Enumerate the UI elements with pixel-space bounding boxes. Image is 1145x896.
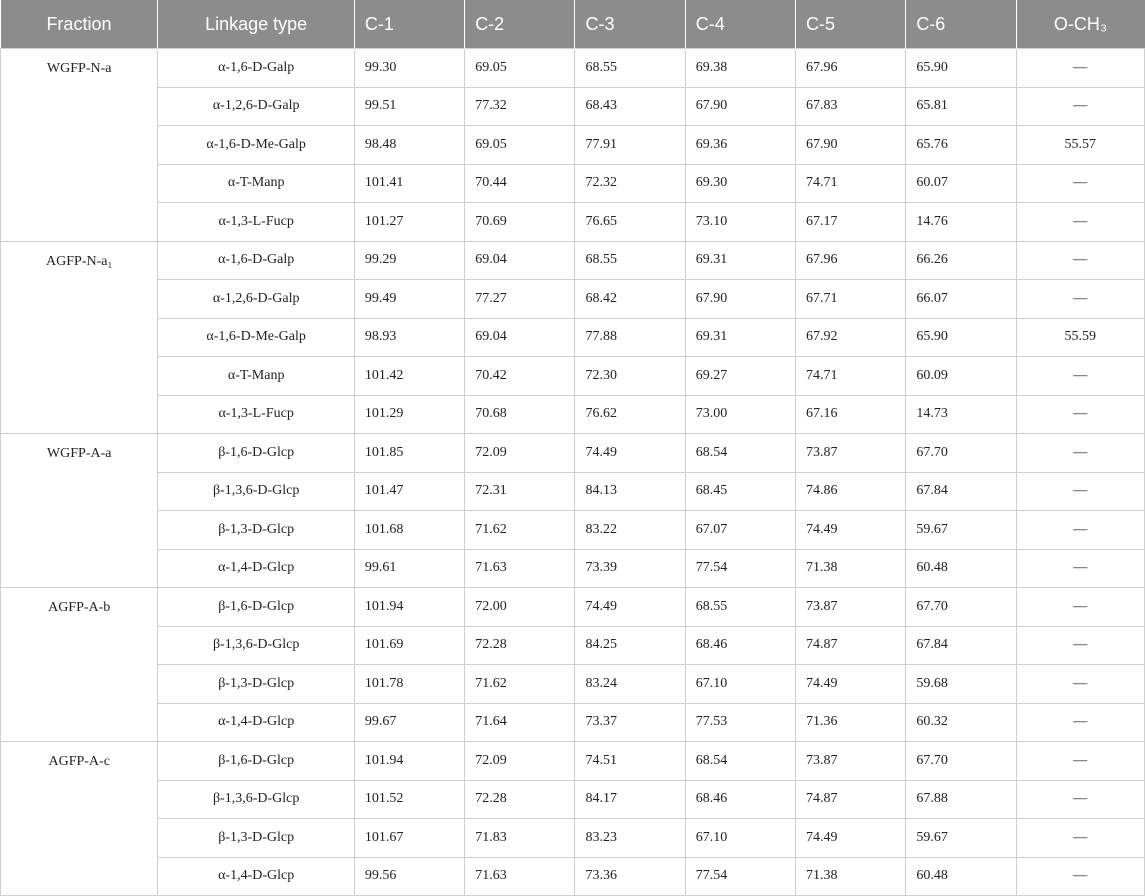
header-fraction: Fraction xyxy=(1,0,158,49)
c4-shift-cell: 77.54 xyxy=(685,549,795,588)
c6-shift-cell: 66.07 xyxy=(906,280,1016,319)
o-ch3-shift-cell: 55.59 xyxy=(1016,318,1144,357)
header-c2: C-2 xyxy=(465,0,575,49)
linkage-type-cell: β-1,3,6-D-Glcp xyxy=(158,626,355,665)
table-row xyxy=(1,780,1145,819)
c2-shift-cell: 71.62 xyxy=(465,511,575,550)
c5-shift-cell: 74.49 xyxy=(796,819,906,858)
c6-shift-cell: 66.26 xyxy=(906,241,1016,280)
table-row xyxy=(1,164,1145,203)
c2-shift-cell: 69.05 xyxy=(465,126,575,165)
table-row xyxy=(1,280,1145,319)
linkage-type-cell: β-1,3-D-Glcp xyxy=(158,819,355,858)
c6-shift-cell: 67.84 xyxy=(906,472,1016,511)
linkage-type-cell: α-1,6-D-Galp xyxy=(158,241,355,280)
o-ch3-shift-cell: — xyxy=(1016,665,1144,704)
c2-shift-cell: 70.68 xyxy=(465,395,575,434)
c6-shift-cell: 60.09 xyxy=(906,357,1016,396)
linkage-type-cell: α-1,3-L-Fucp xyxy=(158,203,355,242)
c1-shift-cell: 101.52 xyxy=(354,780,464,819)
c3-shift-cell: 84.25 xyxy=(575,626,685,665)
c3-shift-cell: 74.49 xyxy=(575,588,685,627)
c4-shift-cell: 73.10 xyxy=(685,203,795,242)
c3-shift-cell: 77.88 xyxy=(575,318,685,357)
c3-shift-cell: 77.91 xyxy=(575,126,685,165)
c4-shift-cell: 69.27 xyxy=(685,357,795,396)
c5-shift-cell: 67.16 xyxy=(796,395,906,434)
c5-shift-cell: 67.71 xyxy=(796,280,906,319)
c6-shift-cell: 59.67 xyxy=(906,511,1016,550)
linkage-type-cell: α-1,6-D-Galp xyxy=(158,49,355,88)
c6-shift-cell: 60.48 xyxy=(906,857,1016,896)
o-ch3-shift-cell: — xyxy=(1016,549,1144,588)
c3-shift-cell: 84.17 xyxy=(575,780,685,819)
c1-shift-cell: 101.27 xyxy=(354,203,464,242)
o-ch3-shift-cell: — xyxy=(1016,203,1144,242)
table-row xyxy=(1,357,1145,396)
c4-shift-cell: 67.10 xyxy=(685,819,795,858)
o-ch3-shift-cell: — xyxy=(1016,49,1144,88)
c5-shift-cell: 74.86 xyxy=(796,472,906,511)
table-row xyxy=(1,819,1145,858)
table-row xyxy=(1,549,1145,588)
c1-shift-cell: 101.29 xyxy=(354,395,464,434)
c3-shift-cell: 83.23 xyxy=(575,819,685,858)
table-row xyxy=(1,87,1145,126)
c6-shift-cell: 65.76 xyxy=(906,126,1016,165)
o-ch3-shift-cell: — xyxy=(1016,357,1144,396)
c6-shift-cell: 14.73 xyxy=(906,395,1016,434)
c1-shift-cell: 101.42 xyxy=(354,357,464,396)
o-ch3-shift-cell: — xyxy=(1016,395,1144,434)
table-row xyxy=(1,203,1145,242)
fraction-cell: WGFP-A-a xyxy=(1,434,158,588)
c2-shift-cell: 71.63 xyxy=(465,857,575,896)
c1-shift-cell: 101.47 xyxy=(354,472,464,511)
fraction-cell: AGFP-A-b xyxy=(1,588,158,742)
c2-shift-cell: 72.28 xyxy=(465,780,575,819)
c5-shift-cell: 74.87 xyxy=(796,626,906,665)
c6-shift-cell: 67.88 xyxy=(906,780,1016,819)
c6-shift-cell: 67.70 xyxy=(906,434,1016,473)
header-linkage-type: Linkage type xyxy=(158,0,355,49)
header-c4: C-4 xyxy=(685,0,795,49)
c3-shift-cell: 68.55 xyxy=(575,241,685,280)
o-ch3-shift-cell: — xyxy=(1016,241,1144,280)
c4-shift-cell: 68.55 xyxy=(685,588,795,627)
table-row xyxy=(1,241,1145,280)
c4-shift-cell: 68.45 xyxy=(685,472,795,511)
c2-shift-cell: 69.04 xyxy=(465,241,575,280)
c3-shift-cell: 68.43 xyxy=(575,87,685,126)
c1-shift-cell: 99.29 xyxy=(354,241,464,280)
table-row xyxy=(1,318,1145,357)
o-ch3-shift-cell: — xyxy=(1016,588,1144,627)
c3-shift-cell: 76.62 xyxy=(575,395,685,434)
c3-shift-cell: 74.51 xyxy=(575,742,685,781)
linkage-type-cell: β-1,6-D-Glcp xyxy=(158,742,355,781)
o-ch3-shift-cell: — xyxy=(1016,434,1144,473)
linkage-type-cell: α-1,2,6-D-Galp xyxy=(158,280,355,319)
c1-shift-cell: 101.69 xyxy=(354,626,464,665)
c4-shift-cell: 77.54 xyxy=(685,857,795,896)
c2-shift-cell: 70.44 xyxy=(465,164,575,203)
c4-shift-cell: 68.46 xyxy=(685,626,795,665)
c4-shift-cell: 68.54 xyxy=(685,434,795,473)
c5-shift-cell: 74.49 xyxy=(796,665,906,704)
c6-shift-cell: 67.70 xyxy=(906,588,1016,627)
table-row xyxy=(1,126,1145,165)
linkage-type-cell: α-T-Manp xyxy=(158,164,355,203)
c3-shift-cell: 72.30 xyxy=(575,357,685,396)
table-header xyxy=(1,0,1145,49)
c1-shift-cell: 101.67 xyxy=(354,819,464,858)
c1-shift-cell: 99.56 xyxy=(354,857,464,896)
o-ch3-shift-cell: — xyxy=(1016,280,1144,319)
c5-shift-cell: 67.96 xyxy=(796,241,906,280)
fraction-cell: AGFP-N-a₁ xyxy=(1,241,158,434)
c6-shift-cell: 59.67 xyxy=(906,819,1016,858)
linkage-type-cell: β-1,3,6-D-Glcp xyxy=(158,780,355,819)
o-ch3-shift-cell: — xyxy=(1016,87,1144,126)
c5-shift-cell: 74.49 xyxy=(796,511,906,550)
linkage-type-cell: α-1,4-D-Glcp xyxy=(158,549,355,588)
header-row xyxy=(1,0,1145,49)
c4-shift-cell: 67.90 xyxy=(685,87,795,126)
linkage-type-cell: α-1,2,6-D-Galp xyxy=(158,87,355,126)
c1-shift-cell: 101.94 xyxy=(354,588,464,627)
o-ch3-shift-cell: — xyxy=(1016,511,1144,550)
c2-shift-cell: 72.09 xyxy=(465,742,575,781)
c3-shift-cell: 73.37 xyxy=(575,703,685,742)
c2-shift-cell: 71.62 xyxy=(465,665,575,704)
c5-shift-cell: 73.87 xyxy=(796,588,906,627)
c3-shift-cell: 74.49 xyxy=(575,434,685,473)
c5-shift-cell: 67.83 xyxy=(796,87,906,126)
c5-shift-cell: 71.36 xyxy=(796,703,906,742)
c4-shift-cell: 69.36 xyxy=(685,126,795,165)
o-ch3-shift-cell: — xyxy=(1016,819,1144,858)
c2-shift-cell: 71.63 xyxy=(465,549,575,588)
linkage-type-cell: α-1,6-D-Me-Galp xyxy=(158,318,355,357)
c3-shift-cell: 68.55 xyxy=(575,49,685,88)
c5-shift-cell: 73.87 xyxy=(796,434,906,473)
c4-shift-cell: 73.00 xyxy=(685,395,795,434)
linkage-type-cell: α-1,3-L-Fucp xyxy=(158,395,355,434)
table-row xyxy=(1,857,1145,896)
c3-shift-cell: 76.65 xyxy=(575,203,685,242)
c2-shift-cell: 70.42 xyxy=(465,357,575,396)
c1-shift-cell: 101.68 xyxy=(354,511,464,550)
table-row xyxy=(1,472,1145,511)
linkage-type-cell: α-1,4-D-Glcp xyxy=(158,857,355,896)
c6-shift-cell: 65.81 xyxy=(906,87,1016,126)
o-ch3-shift-cell: — xyxy=(1016,780,1144,819)
o-ch3-shift-cell: — xyxy=(1016,857,1144,896)
o-ch3-shift-cell: — xyxy=(1016,164,1144,203)
c2-shift-cell: 72.00 xyxy=(465,588,575,627)
table-row xyxy=(1,626,1145,665)
o-ch3-shift-cell: — xyxy=(1016,742,1144,781)
c6-shift-cell: 60.07 xyxy=(906,164,1016,203)
c1-shift-cell: 101.85 xyxy=(354,434,464,473)
o-ch3-shift-cell: — xyxy=(1016,626,1144,665)
c5-shift-cell: 67.96 xyxy=(796,49,906,88)
c4-shift-cell: 69.31 xyxy=(685,318,795,357)
c1-shift-cell: 99.51 xyxy=(354,87,464,126)
c2-shift-cell: 77.27 xyxy=(465,280,575,319)
table-row xyxy=(1,742,1145,781)
c2-shift-cell: 70.69 xyxy=(465,203,575,242)
c4-shift-cell: 67.90 xyxy=(685,280,795,319)
linkage-type-cell: β-1,3,6-D-Glcp xyxy=(158,472,355,511)
c5-shift-cell: 67.17 xyxy=(796,203,906,242)
c5-shift-cell: 74.71 xyxy=(796,357,906,396)
c2-shift-cell: 71.83 xyxy=(465,819,575,858)
c2-shift-cell: 72.31 xyxy=(465,472,575,511)
c2-shift-cell: 72.09 xyxy=(465,434,575,473)
linkage-type-cell: β-1,6-D-Glcp xyxy=(158,588,355,627)
c5-shift-cell: 71.38 xyxy=(796,549,906,588)
linkage-type-cell: β-1,3-D-Glcp xyxy=(158,665,355,704)
linkage-type-cell: α-1,4-D-Glcp xyxy=(158,703,355,742)
c3-shift-cell: 73.39 xyxy=(575,549,685,588)
c5-shift-cell: 74.71 xyxy=(796,164,906,203)
c3-shift-cell: 68.42 xyxy=(575,280,685,319)
header-c1: C-1 xyxy=(354,0,464,49)
c5-shift-cell: 71.38 xyxy=(796,857,906,896)
c1-shift-cell: 101.78 xyxy=(354,665,464,704)
c4-shift-cell: 68.54 xyxy=(685,742,795,781)
c4-shift-cell: 77.53 xyxy=(685,703,795,742)
table-row xyxy=(1,511,1145,550)
header-o-ch3: O-CH₃ xyxy=(1016,0,1144,49)
fraction-cell: AGFP-A-c xyxy=(1,742,158,896)
c3-shift-cell: 83.22 xyxy=(575,511,685,550)
c1-shift-cell: 99.61 xyxy=(354,549,464,588)
table-row xyxy=(1,49,1145,88)
c1-shift-cell: 99.49 xyxy=(354,280,464,319)
c6-shift-cell: 65.90 xyxy=(906,49,1016,88)
c3-shift-cell: 83.24 xyxy=(575,665,685,704)
c1-shift-cell: 98.48 xyxy=(354,126,464,165)
linkage-type-cell: α-T-Manp xyxy=(158,357,355,396)
linkage-type-cell: β-1,6-D-Glcp xyxy=(158,434,355,473)
c4-shift-cell: 67.10 xyxy=(685,665,795,704)
c2-shift-cell: 69.05 xyxy=(465,49,575,88)
table-row xyxy=(1,665,1145,704)
c6-shift-cell: 65.90 xyxy=(906,318,1016,357)
c3-shift-cell: 72.32 xyxy=(575,164,685,203)
c3-shift-cell: 73.36 xyxy=(575,857,685,896)
c2-shift-cell: 72.28 xyxy=(465,626,575,665)
c6-shift-cell: 14.76 xyxy=(906,203,1016,242)
c4-shift-cell: 69.30 xyxy=(685,164,795,203)
table-row xyxy=(1,434,1145,473)
c5-shift-cell: 74.87 xyxy=(796,780,906,819)
linkage-type-cell: β-1,3-D-Glcp xyxy=(158,511,355,550)
c1-shift-cell: 98.93 xyxy=(354,318,464,357)
o-ch3-shift-cell: — xyxy=(1016,472,1144,511)
table-row xyxy=(1,395,1145,434)
c1-shift-cell: 99.67 xyxy=(354,703,464,742)
linkage-type-cell: α-1,6-D-Me-Galp xyxy=(158,126,355,165)
c4-shift-cell: 67.07 xyxy=(685,511,795,550)
table-row xyxy=(1,703,1145,742)
c1-shift-cell: 101.94 xyxy=(354,742,464,781)
c5-shift-cell: 67.90 xyxy=(796,126,906,165)
c2-shift-cell: 77.32 xyxy=(465,87,575,126)
o-ch3-shift-cell: 55.57 xyxy=(1016,126,1144,165)
c4-shift-cell: 69.38 xyxy=(685,49,795,88)
c6-shift-cell: 60.48 xyxy=(906,549,1016,588)
table-row xyxy=(1,588,1145,627)
c4-shift-cell: 69.31 xyxy=(685,241,795,280)
fraction-cell: WGFP-N-a xyxy=(1,49,158,242)
c6-shift-cell: 59.68 xyxy=(906,665,1016,704)
c5-shift-cell: 73.87 xyxy=(796,742,906,781)
c5-shift-cell: 67.92 xyxy=(796,318,906,357)
table-body xyxy=(1,49,1145,896)
c6-shift-cell: 67.70 xyxy=(906,742,1016,781)
header-c5: C-5 xyxy=(796,0,906,49)
c1-shift-cell: 99.30 xyxy=(354,49,464,88)
c4-shift-cell: 68.46 xyxy=(685,780,795,819)
c2-shift-cell: 71.64 xyxy=(465,703,575,742)
o-ch3-shift-cell: — xyxy=(1016,703,1144,742)
header-c6: C-6 xyxy=(906,0,1016,49)
c6-shift-cell: 67.84 xyxy=(906,626,1016,665)
c3-shift-cell: 84.13 xyxy=(575,472,685,511)
c1-shift-cell: 101.41 xyxy=(354,164,464,203)
header-c3: C-3 xyxy=(575,0,685,49)
c2-shift-cell: 69.04 xyxy=(465,318,575,357)
c6-shift-cell: 60.32 xyxy=(906,703,1016,742)
